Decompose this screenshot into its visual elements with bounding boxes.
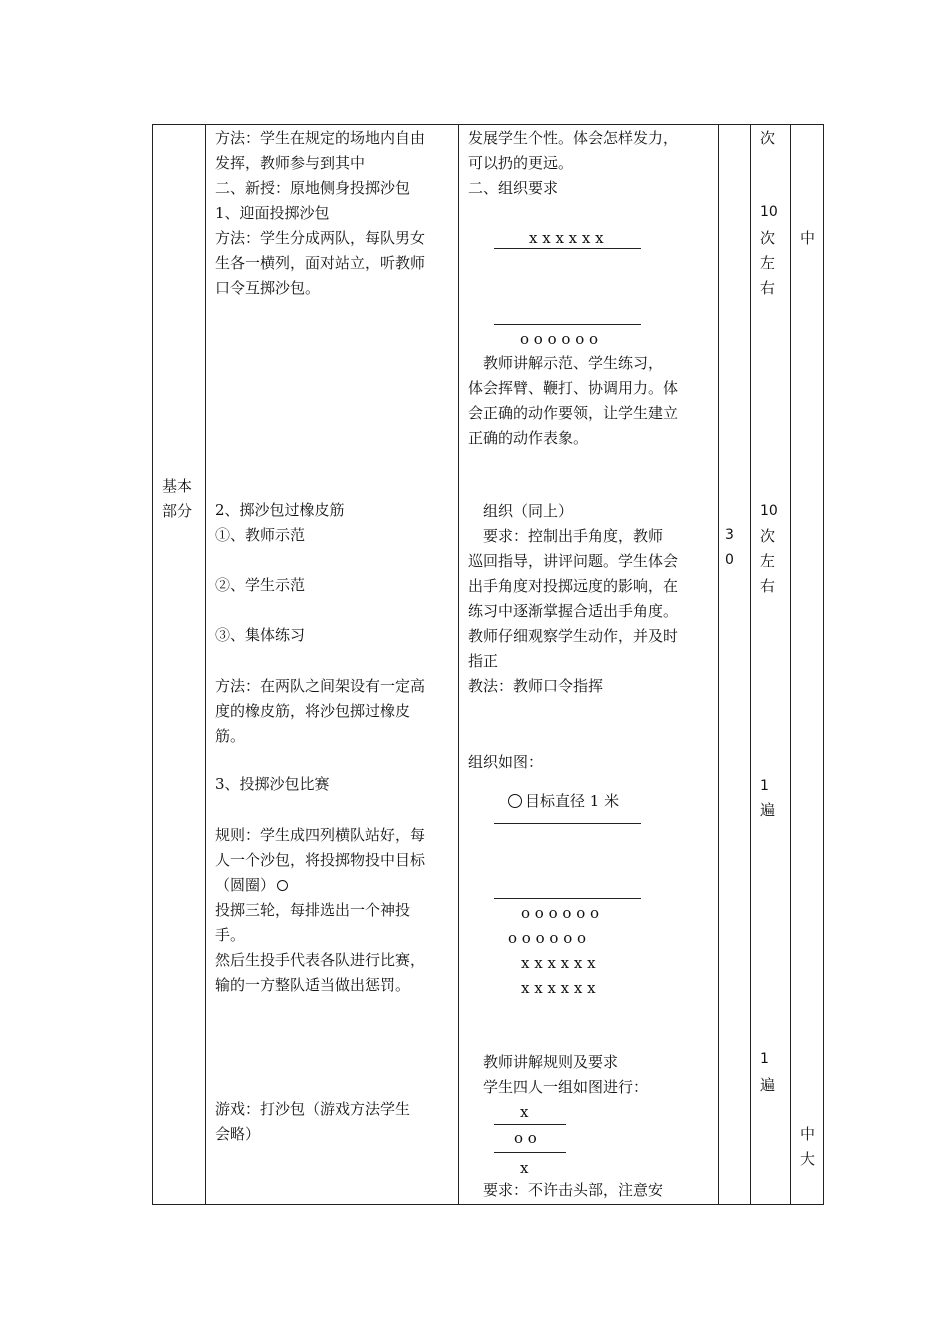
org-explain	[468, 351, 678, 451]
text-line: 出手角度对投掷远度的影响，在	[468, 577, 679, 595]
text-line: 会略）	[215, 1125, 261, 1143]
text-line: 体会挥臂、鞭打、协调用力。体	[468, 379, 679, 397]
text-line: 输的一方整队适当做出惩罚。	[215, 976, 411, 994]
text-line: 投掷三轮，每排选出一个神投	[215, 901, 411, 919]
reps-text: 次	[760, 527, 776, 545]
text-line: 发展学生个性。体会怎样发力，	[468, 129, 679, 147]
column-divider	[750, 125, 751, 1204]
text-line	[215, 873, 425, 898]
reps-text: 遍	[760, 1076, 776, 1094]
item2-title: 2、掷沙包过橡皮筋	[215, 501, 345, 519]
text-line: 然后生投手代表各队进行比赛，	[215, 951, 426, 969]
section-label: 基本	[162, 477, 193, 495]
step-item: ②、学生示范	[215, 576, 306, 594]
reps-text: 右	[760, 577, 776, 595]
intensity-text: 中	[800, 229, 816, 247]
text-line: 教师仔细观察学生动作，并及时	[468, 627, 679, 645]
item1-title: 1、迎面投掷沙包	[215, 204, 330, 222]
text-line: 游戏：打沙包（游戏方法学生	[215, 1100, 411, 1118]
intensity-text: 大	[800, 1150, 816, 1168]
safety-text: 要求：不许击头部，注意安	[468, 1181, 664, 1199]
target-circle-icon	[508, 794, 522, 808]
reps-number: 1	[760, 1051, 769, 1067]
formation-o-row: o o o o o o	[520, 330, 599, 348]
text-line: 方法：在两队之间架设有一定高	[215, 677, 426, 695]
formation-line	[494, 898, 641, 899]
column-divider	[790, 125, 791, 1204]
column-divider	[205, 125, 206, 1204]
text-line: 方法：学生在规定的场地内自由	[215, 129, 426, 147]
org-top	[468, 126, 678, 201]
reps-text: 次	[760, 229, 776, 247]
text-line: 可以扔的更远。	[468, 154, 574, 172]
text-span: （圆圈）	[215, 876, 276, 894]
formation-line	[494, 823, 641, 824]
heading-new-lesson: 二、新授：原地侧身投掷沙包	[215, 179, 411, 197]
formation-row: x x x x x x	[521, 954, 596, 972]
reps-number: 10	[760, 503, 778, 519]
text-line: 二、组织要求	[468, 179, 559, 197]
section-label: 部分	[162, 502, 193, 520]
item3-title: 3、投掷沙包比赛	[215, 775, 330, 793]
text-line: 教法：教师口令指挥	[468, 677, 604, 695]
item3-rules	[215, 823, 425, 998]
text-line: 人一个沙包，将投掷物投中目标	[215, 851, 426, 869]
reps-text: 次	[760, 129, 776, 147]
game-text	[215, 1097, 410, 1147]
formation-row: o o o o o o	[508, 929, 587, 947]
text-line: 生各一横列，面对站立，听教师	[215, 254, 426, 272]
text-line: 发挥，教师参与到其中	[215, 154, 366, 172]
text-line: 巡回指导，讲评问题。学生体会	[468, 552, 679, 570]
time-value: 0	[725, 552, 734, 568]
intensity-text: 中	[800, 1125, 816, 1143]
small-x: x	[520, 1103, 529, 1121]
small-x: x	[520, 1159, 529, 1177]
reps-text: 左	[760, 254, 776, 272]
text-line: 教师讲解示范、学生练习，	[468, 354, 664, 372]
formation-row: o o o o o o	[521, 904, 600, 922]
formation-line	[494, 324, 641, 325]
org-diagram-label: 组织如图：	[468, 753, 544, 771]
text-line: 口令互掷沙包。	[215, 279, 321, 297]
target-label	[508, 789, 619, 814]
reps-number: 1	[760, 778, 769, 794]
text-line: 教师讲解规则及要求	[468, 1053, 619, 1071]
org-requirements	[468, 499, 678, 699]
formation-x-row: x x x x x x	[529, 229, 604, 247]
reps-text: 右	[760, 279, 776, 297]
step-item: ③、集体练习	[215, 626, 306, 644]
small-o: o o	[514, 1129, 537, 1147]
text-line: 度的橡皮筋，将沙包掷过橡皮	[215, 702, 411, 720]
reps-text: 遍	[760, 801, 776, 819]
column-divider	[718, 125, 719, 1204]
reps-text: 左	[760, 552, 776, 570]
formation-line	[494, 1152, 566, 1153]
text-line: 组织（同上）	[468, 502, 574, 520]
org-game	[468, 1050, 648, 1100]
text-line: 会正确的动作要领，让学生建立	[468, 404, 679, 422]
text-line: 练习中逐渐掌握合适出手角度。	[468, 602, 679, 620]
text-line: 手。	[215, 926, 246, 944]
text-line: 方法：学生分成两队，每队男女	[215, 229, 426, 247]
text-line: 要求：控制出手角度，教师	[468, 527, 664, 545]
item2-method	[215, 674, 425, 749]
text-line: 指正	[468, 652, 499, 670]
formation-line	[494, 248, 641, 249]
reps-number: 10	[760, 204, 778, 220]
text-line: 学生四人一组如图进行：	[468, 1078, 649, 1096]
time-value: 3	[725, 527, 734, 543]
circle-icon	[277, 880, 288, 891]
text-line: 正确的动作表象。	[468, 429, 589, 447]
column-divider	[458, 125, 459, 1204]
step-item: ①、教师示范	[215, 526, 306, 544]
text-line: 规则：学生成四列横队站好，每	[215, 826, 426, 844]
formation-row: x x x x x x	[521, 979, 596, 997]
formation-line	[494, 1124, 566, 1125]
target-text: 目标直径 1 米	[525, 792, 620, 810]
content-intro	[215, 126, 425, 301]
text-line: 筋。	[215, 727, 246, 745]
